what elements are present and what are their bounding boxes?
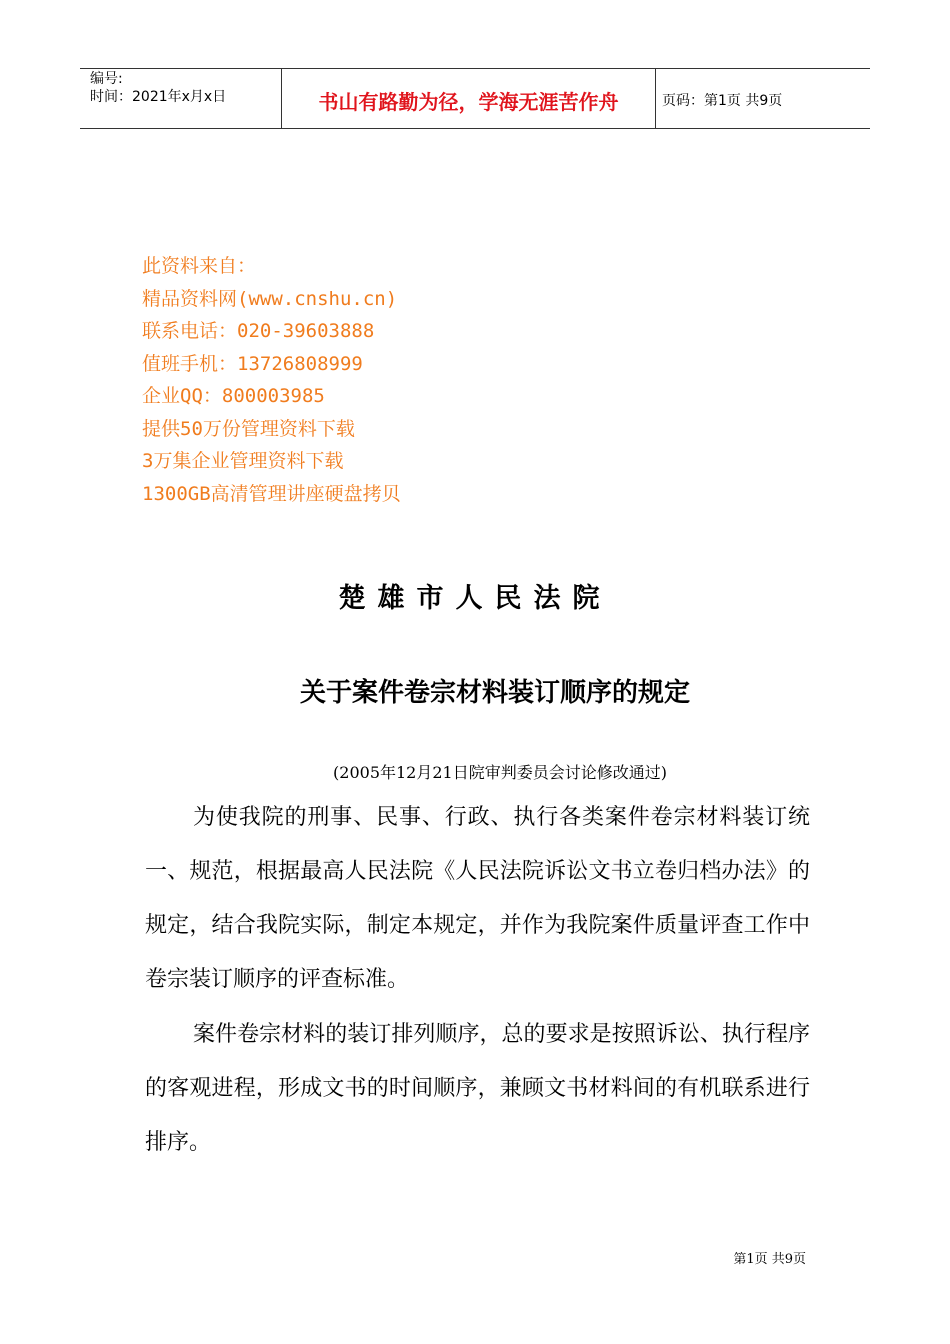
source-info-block (142, 250, 401, 510)
source-line: 1300GB高清管理讲座硬盘拷贝 (142, 482, 401, 505)
header-top-rule (80, 68, 870, 69)
header-motto: 书山有路勤为径，学海无涯苦作舟 (318, 90, 619, 114)
source-line: 提供50万份管理资料下载 (142, 417, 355, 440)
header-divider (655, 68, 656, 128)
date-note: (2005年12月21日院审判委员会讨论修改通过) (333, 763, 667, 782)
document-number-label: 编号: (90, 71, 123, 87)
source-line: 企业QQ：800003985 (142, 385, 325, 407)
source-line: 联系电话：020-39603888 (142, 320, 375, 342)
header-page-number: 页码：第1页 共9页 (662, 93, 783, 109)
court-name: 楚雄市人民法院 (338, 583, 612, 614)
source-line: 值班手机：13726808999 (142, 352, 363, 375)
body-paragraph: 为使我院的刑事、民事、行政、执行各类案件卷宗材料装订统一、规范，根据最高人民法院《人民法院诉讼文书立卷归档办法》的规定，结合我院实际，制定本规定，并作为我院案件质量评查工作中卷宗装订顺序的评查标准。 (145, 805, 810, 992)
document-title: 关于案件卷宗材料装订顺序的规定 (299, 678, 690, 708)
source-line: 此资料来自： (142, 255, 257, 277)
header-meta (90, 70, 226, 106)
body-paragraph: 案件卷宗材料的装订排列顺序，总的要求是按照诉讼、执行程序的客观进程，形成文书的时间顺序，兼顾文书材料间的有机联系进行排序。 (145, 1022, 810, 1155)
source-line: 精品资料网(www.cnshu.cn) (142, 287, 398, 310)
footer-page-number: 第1页 共9页 (733, 1252, 806, 1267)
document-time-label: 时间：2021年x月x日 (90, 89, 227, 105)
source-line: 3万集企业管理资料下载 (142, 450, 344, 472)
header-bottom-rule (80, 128, 870, 129)
